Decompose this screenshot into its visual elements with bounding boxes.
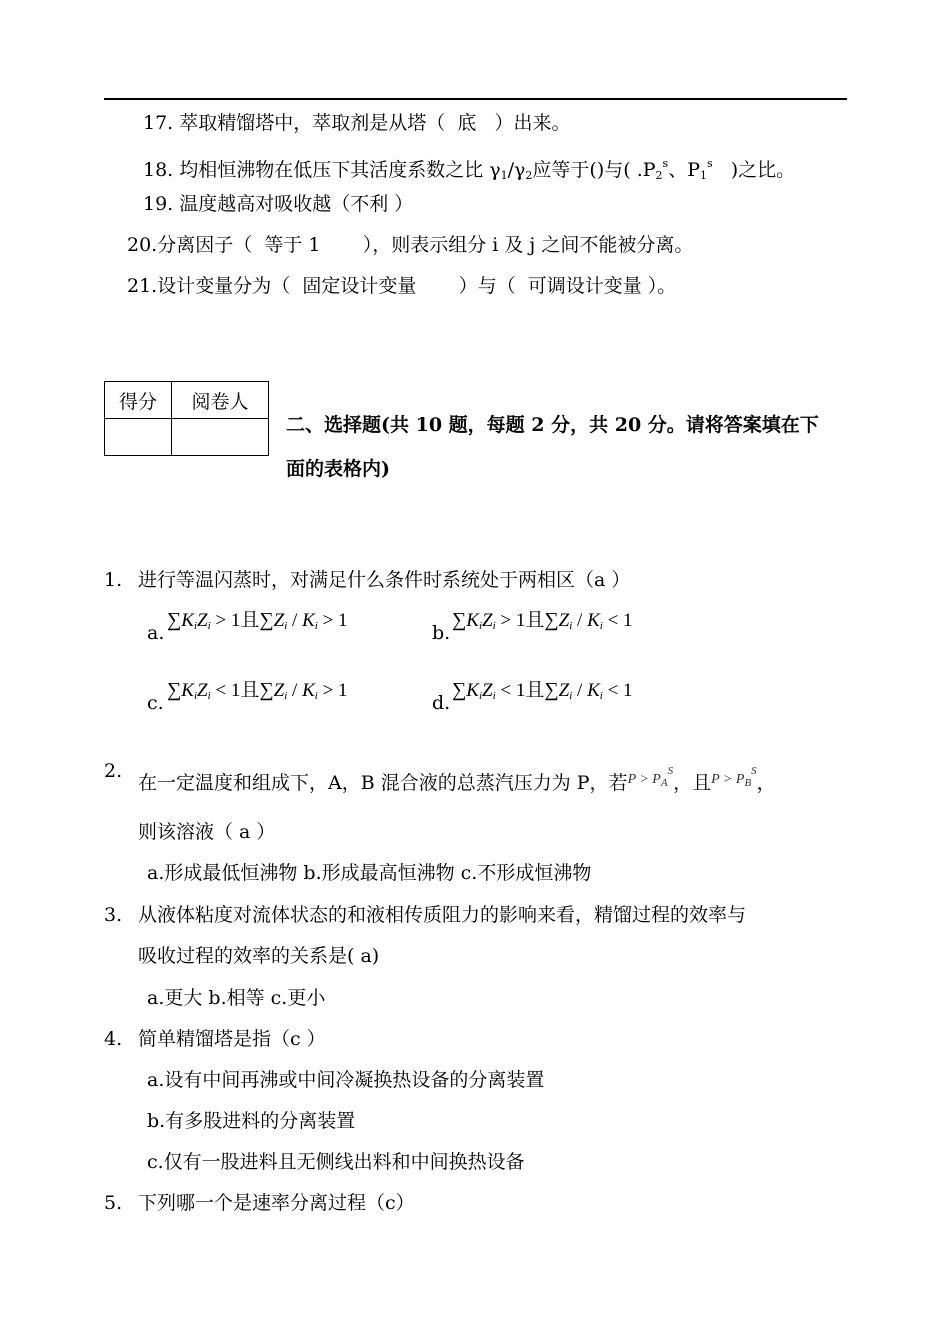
- q4-text: 简单精馏塔是指（c ）: [138, 1028, 326, 1050]
- q1-option-d-formula: $\sum K_iZ_i < 1$且$\sum Z_i / K_i < 1$: [452, 679, 633, 702]
- q1-option-d-label: d.: [432, 692, 451, 714]
- q1-option-b-label: b.: [432, 622, 451, 644]
- score-table: [104, 381, 269, 456]
- answer-20: 等于 1: [264, 234, 321, 256]
- q2-line2: 则该溶液（ a ）: [138, 821, 276, 843]
- q2-number: 2.: [104, 760, 123, 782]
- answer-17: 底: [457, 112, 477, 134]
- q2-text: 在一定温度和组成下，A，B 混合液的总蒸汽压力为 P，若$^{P > P_A^S}$，且$^{P > P_B^S}$，: [138, 765, 776, 794]
- q5-number: 5.: [104, 1192, 123, 1214]
- section-title-line1: 二、选择题(共 10 题，每题 2 分，共 20 分。请将答案填在下: [286, 414, 819, 436]
- fill-item-21: 21.设计变量分为（ 固定设计变量 ）与（ 可调设计变量 ）。: [127, 275, 677, 297]
- grader-cell[interactable]: [172, 419, 269, 456]
- q1-text: 进行等温闪蒸时，对满足什么条件时系统处于两相区（a ）: [138, 569, 631, 591]
- fill-item-20: 20.分离因子（ 等于 1 ），则表示组分 i 及 j 之间不能被分离。: [127, 234, 694, 256]
- q2-options: a.形成最低恒沸物 b.形成最高恒沸物 c.不形成恒沸物: [147, 862, 592, 884]
- answer-21a: 固定设计变量: [302, 275, 417, 297]
- q1-option-a-formula: $\sum K_iZ_i > 1$且$\sum Z_i / K_i > 1$: [167, 609, 348, 632]
- q4-number: 4.: [104, 1028, 123, 1050]
- q1-option-c-formula: $\sum K_iZ_i < 1$且$\sum Z_i / K_i > 1$: [167, 679, 348, 702]
- q4-option-b: b.有多股进料的分离装置: [147, 1110, 356, 1132]
- answer-21b: 可调设计变量 ）。: [527, 275, 677, 297]
- q1-option-a-label: a.: [147, 622, 165, 644]
- score-cell[interactable]: [105, 419, 172, 456]
- header-rule: [104, 98, 847, 100]
- section-title-line2: 面的表格内): [286, 458, 390, 480]
- q1-option-c-label: c.: [147, 692, 164, 714]
- q3-number: 3.: [104, 904, 123, 926]
- q4-option-c: c.仅有一股进料且无侧线出料和中间换热设备: [147, 1151, 525, 1173]
- q1-option-b-formula: $\sum K_iZ_i > 1$且$\sum Z_i / K_i < 1$: [452, 609, 633, 632]
- q5-text: 下列哪一个是速率分离过程（c）: [138, 1192, 415, 1214]
- q3-line1: 从液体粘度对流体状态的和液相传质阻力的影响来看，精馏过程的效率与: [138, 904, 747, 926]
- fill-item-17: 17. 萃取精馏塔中，萃取剂是从塔（ 底 ）出来。: [143, 112, 571, 134]
- fill-item-18: 18. 均相恒沸物在低压下其活度系数之比 $\gamma_1/\gamma_2$应等于()与( $.P_2^s$、$P_1^s$ )之比。: [143, 157, 796, 182]
- grader-header: 阅卷人: [172, 382, 269, 419]
- q3-line2: 吸收过程的效率的关系是( a): [138, 945, 380, 967]
- q3-options: a.更大 b.相等 c.更小: [147, 987, 326, 1009]
- score-header: 得分: [105, 382, 172, 419]
- fill-item-19: 19. 温度越高对吸收越（不利 ）: [143, 193, 414, 215]
- q4-option-a: a.设有中间再沸或中间冷凝换热设备的分离装置: [147, 1069, 545, 1091]
- q1-number: 1.: [104, 569, 123, 591]
